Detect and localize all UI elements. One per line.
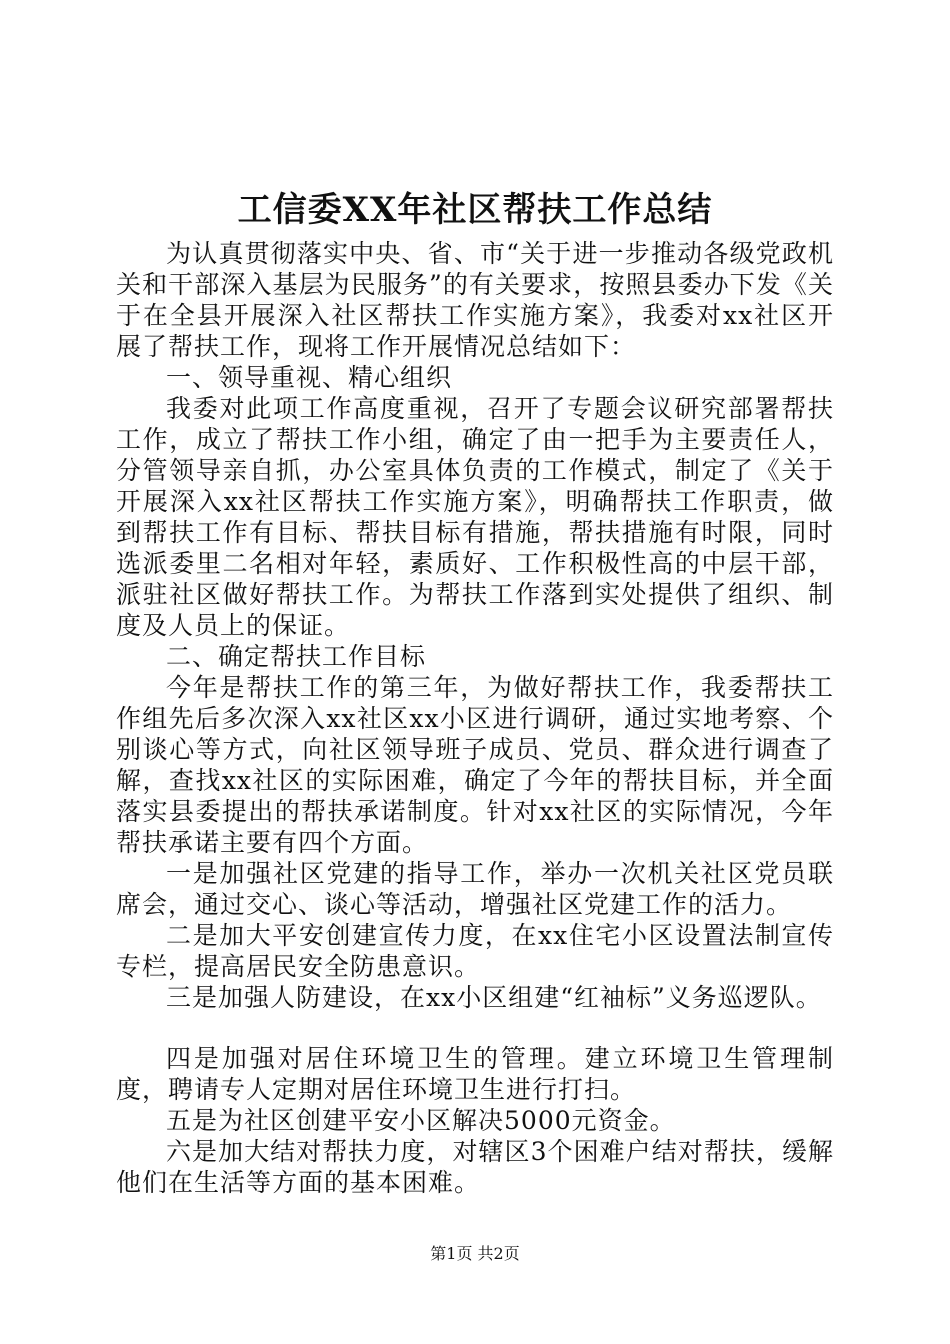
commitment-item-4: 四是加强对居住环境卫生的管理。建立环境卫生管理制度，聘请专人定期对居住环境卫生进行打扫。 <box>116 1044 834 1104</box>
section-2-heading: 二、确定帮扶工作目标 <box>166 642 427 671</box>
commitment-item-5: 五是为社区创建平安小区解决5000元资金。 <box>166 1106 676 1135</box>
section-1-heading: 一、领导重视、精心组织 <box>166 363 453 392</box>
commitment-item-3: 三是加强人防建设，在xx小区组建“红袖标”义务巡逻队。 <box>166 983 822 1012</box>
commitment-item-1: 一是加强社区党建的指导工作，举办一次机关社区党员联席会，通过交心、谈心等活动，增强社区党建工作的活力。 <box>116 859 834 919</box>
document-body <box>116 238 834 1198</box>
section-2-paragraph: 今年是帮扶工作的第三年，为做好帮扶工作，我委帮扶工作组先后多次深入xx社区xx小区进行调研，通过实地考察、个别谈心等方式，向社区领导班子成员、党员、群众进行调查了解，查找xx社区的实际困难，确定了今年的帮扶目标，并全面落实县委提出的帮扶承诺制度。针对xx社区的实际情况，今年帮扶承诺主要有四个方面。 <box>116 673 834 857</box>
commitment-item-6: 六是加大结对帮扶力度，对辖区3个困难户结对帮扶，缓解他们在生活等方面的基本困难。 <box>116 1137 834 1197</box>
page-indicator: 第1页 共2页 <box>430 1244 520 1263</box>
section-1-paragraph: 我委对此项工作高度重视，召开了专题会议研究部署帮扶工作，成立了帮扶工作小组，确定了由一把手为主要责任人，分管领导亲自抓，办公室具体负责的工作模式，制定了《关于开展深入xx社区帮扶工作实施方案》，明确帮扶工作职责，做到帮扶工作有目标、帮扶目标有措施，帮扶措施有时限，同时选派委里二名相对年轻，素质好、工作积极性高的中层干部，派驻社区做好帮扶工作。为帮扶工作落到实处提供了组织、制度及人员上的保证。 <box>116 394 834 640</box>
paragraph-gap <box>116 1013 834 1043</box>
document-title: 工信委XX年社区帮扶工作总结 <box>237 190 713 230</box>
intro-paragraph: 为认真贯彻落实中央、省、市“关于进一步推动各级党政机关和干部深入基层为民服务”的有关要求，按照县委办下发《关于在全县开展深入社区帮扶工作实施方案》，我委对xx社区开展了帮扶工作，现将工作开展情况总结如下： <box>116 239 834 361</box>
commitment-item-2: 二是加大平安创建宣传力度，在xx住宅小区设置法制宣传专栏，提高居民安全防患意识。 <box>116 921 834 981</box>
